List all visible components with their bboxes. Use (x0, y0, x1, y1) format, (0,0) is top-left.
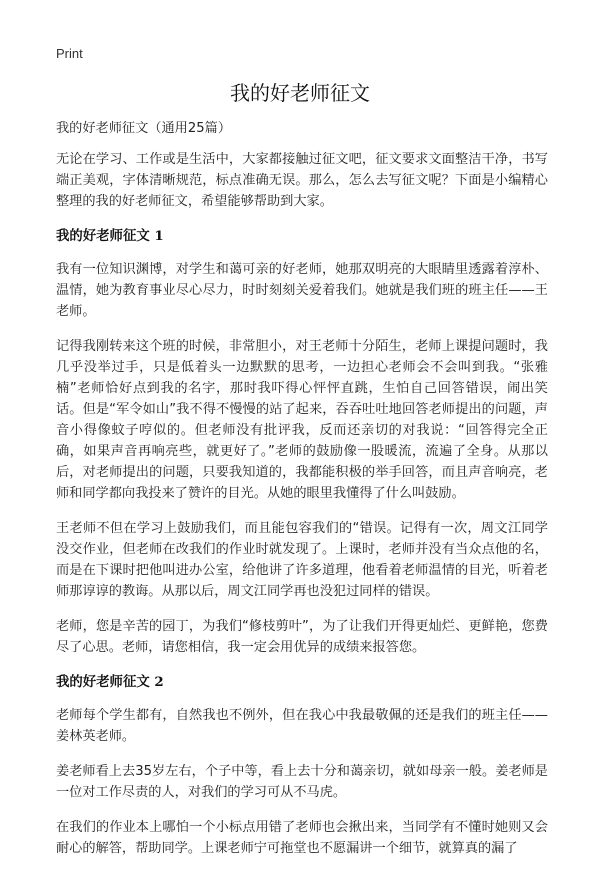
paragraph: 在我们的作业本上哪怕一个小标点用错了老师也会揪出来，当同学有不懂时她则又会耐心的解答，帮助同学。上课老师宁可拖堂也不愿漏讲一个细节，就算真的漏了 (56, 820, 548, 856)
article-body (56, 118, 548, 873)
section-heading: 我的好老师征文 2 (56, 674, 164, 690)
paragraph: 老师，您是辛苦的园丁，为我们“修枝剪叶”，为了让我们开得更灿烂、更鲜艳，您费尽了心思。老师，请您相信，我一定会用优异的成绩来报答您。 (56, 619, 548, 655)
paragraph: 老师每个学生都有，自然我也不例外，但在我心中我最敬佩的还是我们的班主任——姜林英老师。 (56, 708, 548, 744)
intro-paragraph: 无论在学习、工作或是生活中，大家都接触过征文吧，征文要求文面整洁干净，书写端正美观，字体清晰规范，标点准确无误。那么，怎么去写征文呢？下面是小编精心整理的我的好老师征文，希望能够帮助到大家。 (56, 152, 548, 209)
paragraph: 姜老师看上去35岁左右，个子中等，看上去十分和蔼亲切，就如母亲一般。姜老师是一位对工作尽责的人，对我们的学习可从不马虎。 (56, 764, 548, 800)
paragraph: 王老师不但在学习上鼓励我们，而且能包容我们的“错误。记得有一次，周文江同学没交作业，但老师在改我们的作业时就发现了。上课时，老师并没有当众点他的名，而是在下课时把他叫进办公室，给他讲了许多道理，他看着老师温情的目光，听着老师那谆谆的教诲。从那以后，周文江同学再也没犯过同样的错误。 (56, 521, 548, 599)
print-link[interactable]: Print (56, 46, 83, 61)
paragraph: 记得我刚转来这个班的时候，非常胆小，对王老师十分陌生，老师上课提问题时，我几乎没举过手，只是低着头一边默默的思考，一边担心老师会不会叫到我。“张雅楠”老师恰好点到我的名字，那时我吓得心怦怦直跳，生怕自己回答错误，闹出笑话。但是“军令如山”我不得不慢慢的站了起来，吞吞吐吐地回答老师提出的问题，声音小得像蚊子哼似的。但老师没有批评我，反而还亲切的对我说：“回答得完全正确，如果声音再响亮些，就更好了。”老师的鼓励像一股暖流，流遍了全身。从那以后，对老师提出的问题，只要我知道的，我都能积极的举手回答，而且声音响亮，老师和同学都向我投来了赞许的目光。从她的眼里我懂得了什么叫鼓励。 (56, 339, 548, 501)
paragraph: 我有一位知识渊博，对学生和蔼可亲的好老师，她那双明亮的大眼睛里透露着淳朴、温情，她为教育事业尽心尽力，时时刻刻关爱着我们。她就是我们班的班主任——王老师。 (56, 262, 548, 319)
page-title: 我的好老师征文 (230, 81, 370, 105)
section-heading: 我的好老师征文 1 (56, 228, 164, 244)
article-subtitle: 我的好老师征文（通用25篇） (56, 121, 232, 136)
